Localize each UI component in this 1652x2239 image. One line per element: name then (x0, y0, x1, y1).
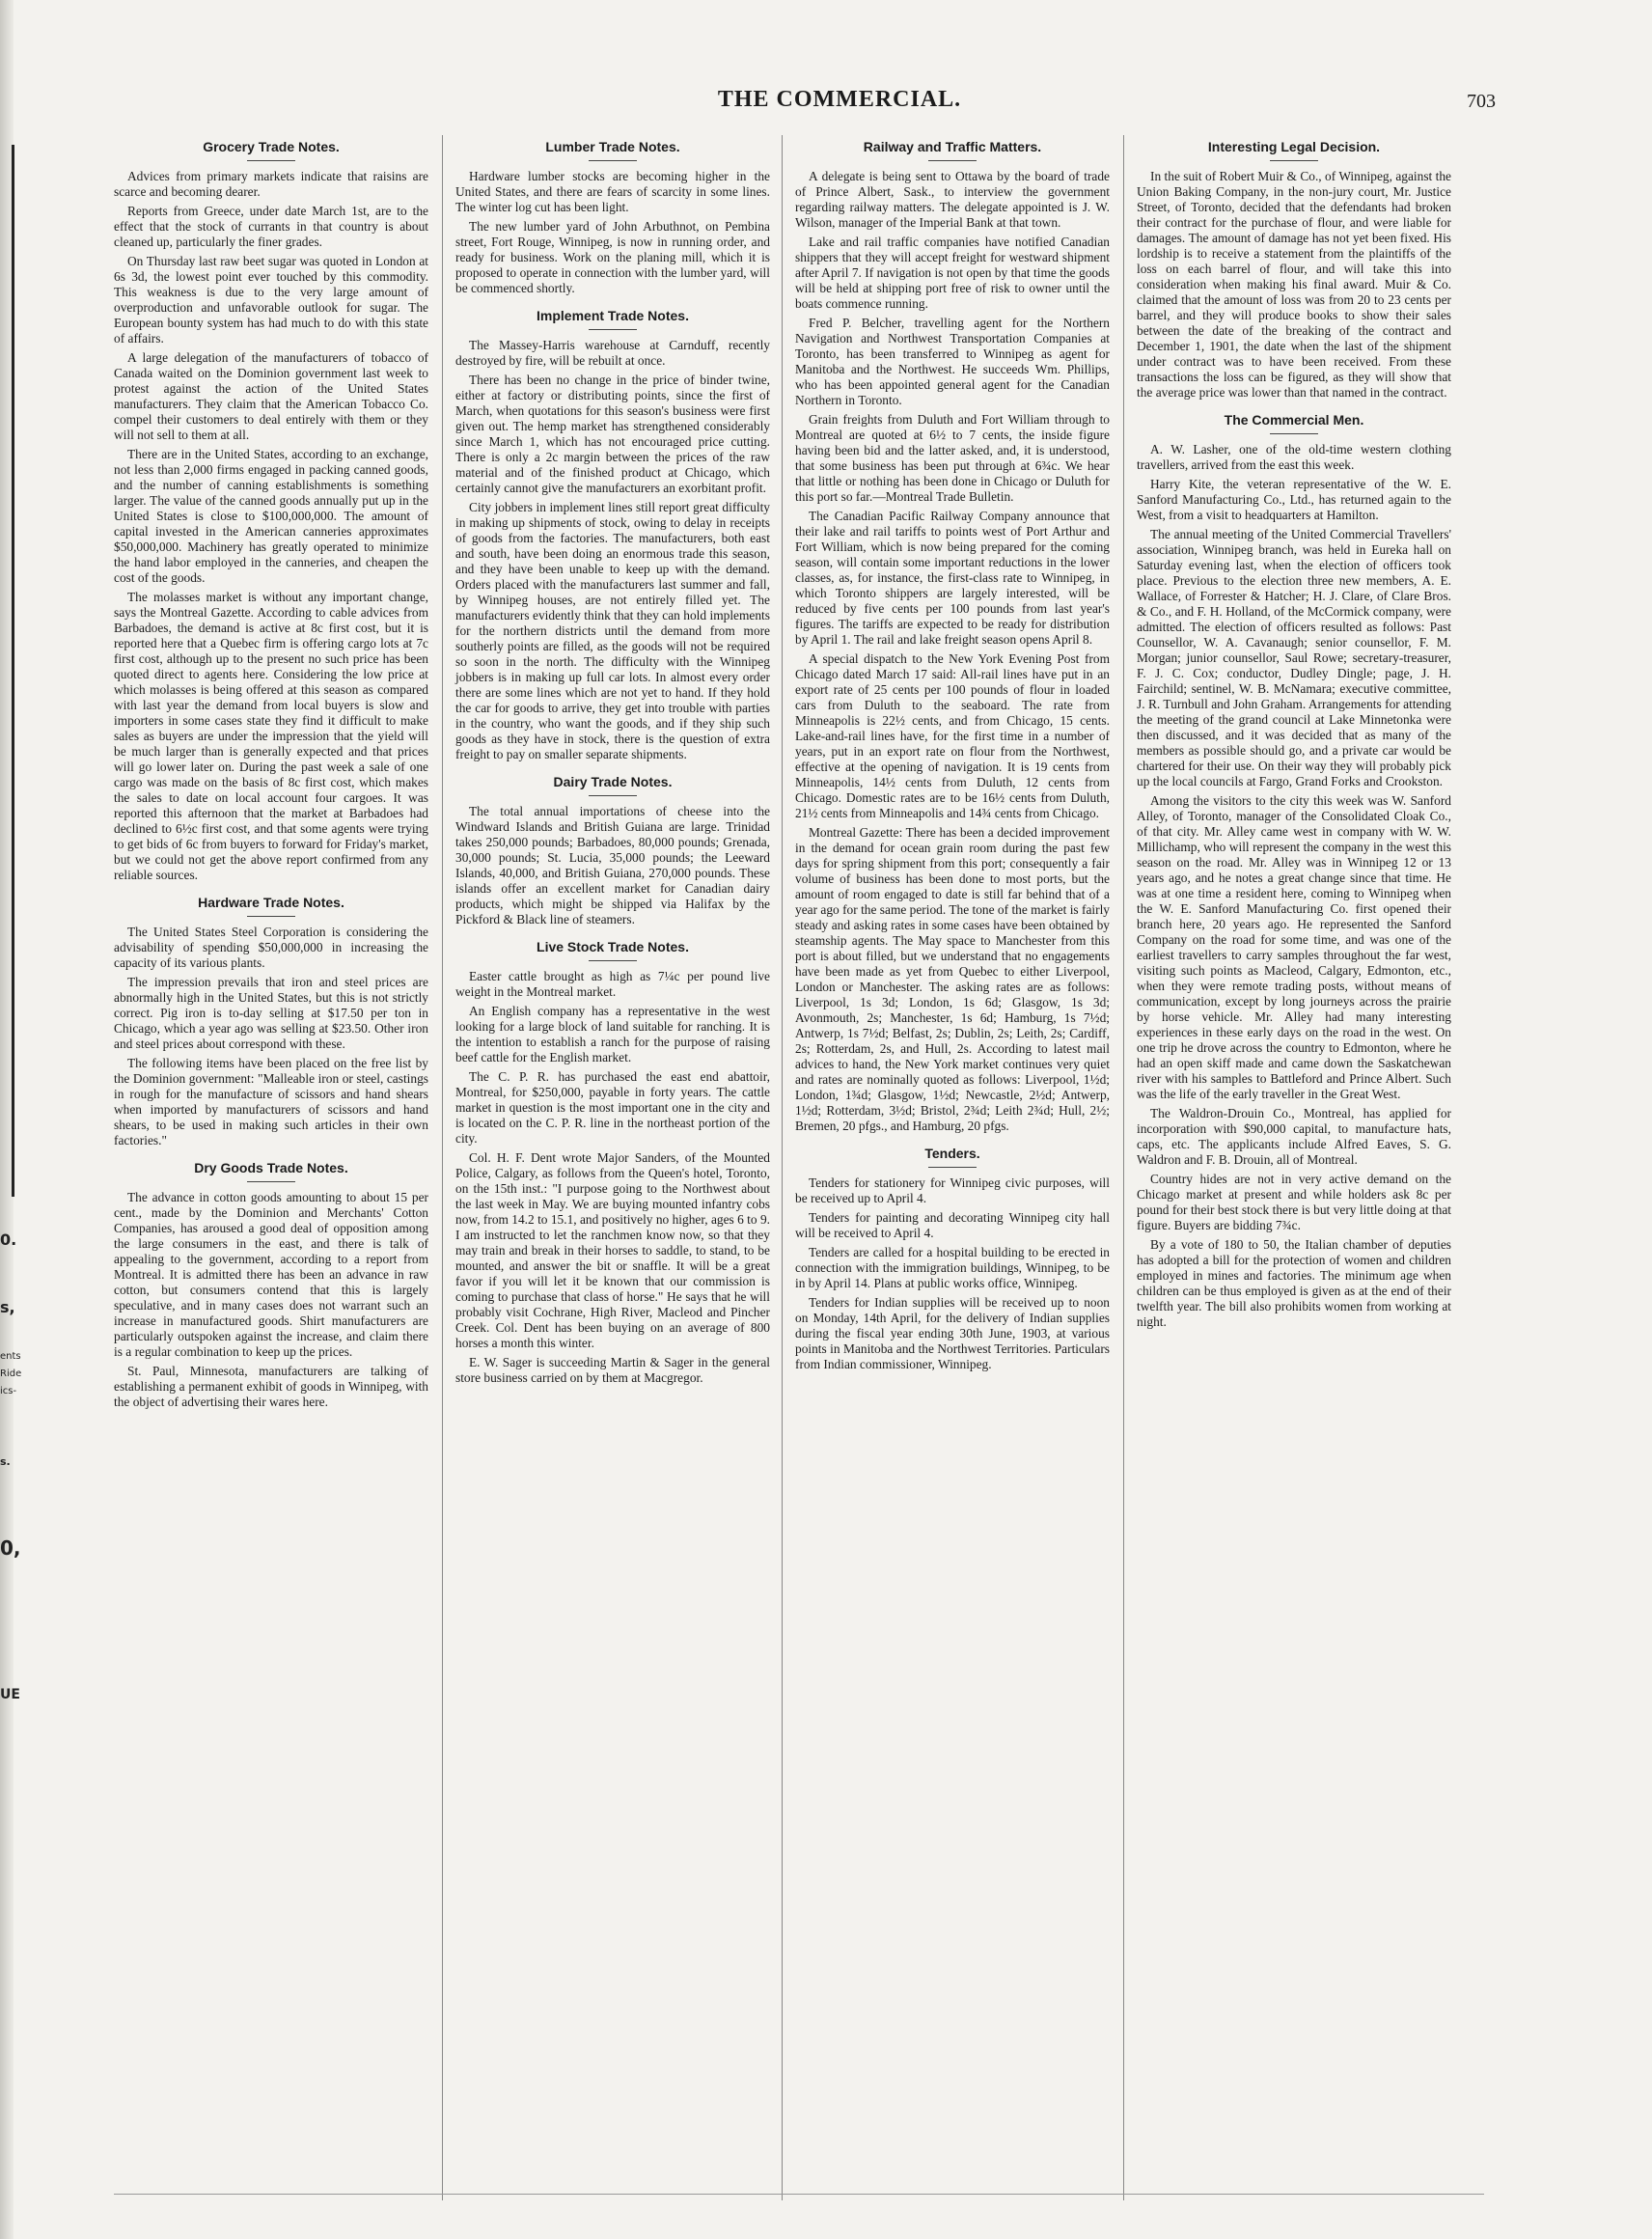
column-2 (455, 131, 770, 2206)
article (455, 774, 770, 927)
article-heading: Tenders. (795, 1146, 1110, 1168)
article-heading: Lumber Trade Notes. (455, 139, 770, 161)
article-paragraph: A. W. Lasher, one of the old-time western clothing travellers, arrived from the east this week. (1137, 442, 1451, 472)
column-divider (442, 135, 443, 2200)
margin-fragment: 0, (0, 1536, 21, 1560)
article-paragraph: Montreal Gazette: There has been a decided improvement in the demand for ocean grain room during the past few days for spring shipment from this port; consequently a fair volume of business has been done to most ports, but the amount of room engaged to date is still far behind that of a year ago for the same period. The tone of the market is fairly steady and asking rates in some cases have been obtained by steamship agents. The May space to Manchester from this port is about filled, but we understand that no engagements have been made as yet from Quebec to either Liverpool, London or Manchester. The asking rates are as follows: Liverpool, 1s 3d; London, 1s 6d; Glasgow, 1s 3d; Avonmouth, 2s; Manchester, 1s 6d; Hamburg, 1s 7½d; Antwerp, 1s 7½d; Belfast, 2s; Dublin, 2s; Leith, 2s; Cardiff, 2s; Rotterdam, 2s, and Hull, 2s. According to latest mail advices to hand, the New York market continues very quiet and rates are nominally quoted as follows: Liverpool, 1½d; London, 1¾d; Glasgow, 1½d; Newcastle, 2½d; Antwerp, 1½d; Rotterdam, 3½d; Bristol, 2¾d; Leith 2¾d; Hull, 2½; Bremen, 20 pfgs., and Hamburg, 20 pfgs. (795, 825, 1110, 1133)
article-paragraph: Grain freights from Duluth and Fort William through to Montreal are quoted at 6½ to 7 cents, the inside figure having been bid and the latter asked, and, it is understood, that some business has been put through at 6¾c. We hear that little or nothing has been done in Chicago or Duluth for this port so far.—Montreal Trade Bulletin. (795, 412, 1110, 504)
column-divider (1123, 135, 1124, 2200)
margin-fragment: ics- (0, 1386, 17, 1396)
page-number: 703 (1467, 91, 1496, 112)
article-paragraph: There are in the United States, according to an exchange, not less than 2,000 firms engaged in packing canned goods, and the number of canning establishments is something larger. The value of the canned goods annually put up in the United States is close to $100,000,000. The amount of capital invested in the American canneries approximates $50,000,000. Machinery has greatly operated to minimize the hand labor employed in the canneries, and cheapen the cost of the goods. (114, 447, 428, 585)
margin-fragment: ents (0, 1351, 21, 1362)
article-heading: Dairy Trade Notes. (455, 774, 770, 796)
article-paragraph: By a vote of 180 to 50, the Italian chamber of deputies has adopted a bill for the protection of women and children employed in mines and factories. The minimum age when children can be thus employed is given as at the end of their twelfth year. The bill also prohibits women from working at night. (1137, 1237, 1451, 1329)
article-paragraph: The advance in cotton goods amounting to about 15 per cent., made by the Dominion and Merchants' Cotton Companies, has aroused a good deal of opposition among the large consumers in the east, and there is talk of appealing to the government, according to a report from Montreal. It is admitted there has been an advance in raw cotton, but consumers contend that this is largely speculative, and in many cases does not warrant such an increase in manufactured goods. Shirt manufacturers are particularly outspoken against the increase, and claim there is a regular combination to keep up the prices. (114, 1190, 428, 1359)
article-paragraph: The total annual importations of cheese into the Windward Islands and British Guiana are large. Trinidad takes 250,000 pounds; Barbadoes, 80,000 pounds; Grenada, 30,000 pounds; St. Lucia, 35,000 pounds; the Leeward Islands, 40,000, and British Guiana, 270,000 pounds. These islands offer an excellent market for Canadian dairy products, which might be shipped via Halifax by the Pickford & Black line of steamers. (455, 804, 770, 926)
margin-fragment: s. (0, 1455, 11, 1468)
adjacent-page-rule (12, 145, 14, 1197)
article (455, 939, 770, 1386)
article-paragraph: City jobbers in implement lines still report great difficulty in making up shipments of stock, owing to delay in receipts of goods from the factories. The manufacturers, both east and south, have been doing an enormous trade this season, and they have been unable to keep up with the demand. Orders placed with the manufacturers last summer and fall, by Winnipeg houses, are not entirely filled yet. The manufacturers evidently think that they can hold implements for the northern districts until the demand from more southerly points are filled, as the goods will not be required so soon in the north. The difficulty with the Winnipeg jobbers is in making up full car lots. In almost every order there are some lines which are not yet to hand. If they hold the car for goods to arrive, they get into trouble with parties in the country, who want the goods, and if they ship such goods as they have in stock, there is the question of extra freight to pay on smaller separate shipments. (455, 500, 770, 761)
article-paragraph: E. W. Sager is succeeding Martin & Sager in the general store business carried on by them at Macgregor. (455, 1355, 770, 1385)
margin-fragment: s, (0, 1298, 15, 1316)
article-heading: Dry Goods Trade Notes. (114, 1160, 428, 1182)
article-paragraph: Among the visitors to the city this week was W. Sanford Alley, of Toronto, manager of the Consolidated Cloak Co., of that city. Mr. Alley came west in company with W. W. Millichamp, who will represent the company in the west this season on the road. Mr. Alley was in Winnipeg 12 or 13 years ago, and he notes a great change since that time. He was at one time a resident here, coming to Winnipeg when the W. E. Sanford Manufacturing Co. first opened their branch here, 20 years ago. He represented the Sanford Company on the road for some time, and was one of the earliest travellers to carry samples throughout the far west, visiting such points as Macleod, Calgary, Edmonton, etc., when they were remote trading posts, without means of communication, except by long journeys across the prairie by horse vehicle. Mr. Alley had many interesting experiences in these early days on the road in the west. On one trip he drove across the country to Edmonton, where he had an open skiff made and came down the Saskatchewan river with his samples to Battleford and Prince Albert. Such was the life of the early traveller in the Great West. (1137, 793, 1451, 1101)
article-paragraph: The impression prevails that iron and steel prices are abnormally high in the United States, but this is not strictly correct. Pig iron is to-day selling at $17.50 per ton in Chicago, which a year ago was selling at $23.50. Other iron and steel prices about correspond with these. (114, 975, 428, 1051)
article (114, 1160, 428, 1410)
article-paragraph: A large delegation of the manufacturers of tobacco of Canada waited on the Dominion government last week to protest against the action of the United States manufacturers. They claim that the American Tobacco Co. compel their customers to deal entirely with them or they will not sell to them at all. (114, 350, 428, 442)
article-paragraph: The following items have been placed on the free list by the Dominion government: "Malleable iron or steel, castings in rough for the manufacture of scissors and hand shears when imported by manufacturers of scissors and hand shears, to be used in making such articles in their own factories." (114, 1056, 428, 1147)
article-paragraph: Advices from primary markets indicate that raisins are scarce and becoming dearer. (114, 169, 428, 199)
article-paragraph: On Thursday last raw beet sugar was quoted in London at 6s 3d, the lowest point ever touched by this commodity. This weakness is due to the very large amount of overproduction and unfavorable outlook for sugar. The European bounty system has had much to do with this state of affairs. (114, 254, 428, 346)
article-paragraph: A special dispatch to the New York Evening Post from Chicago dated March 17 said: All-rail lines have put in an export rate of 25 cents per 100 pounds of flour in loaded cars from Duluth to the seaboard. The rate from Minneapolis is 22½ cents, and from Chicago, 15 cents. Lake-and-rail lines have, for the first time in a number of years, put in an export rate on flour from the Northwest, effective at the opening of navigation. It is 19 cents from Minneapolis, 14½ cents from Duluth, 12 cents from Chicago. Domestic rates are to be 16½ cents from Duluth, 21½ cents from Minneapolis and 14¾ cents from Chicago. (795, 651, 1110, 820)
article-heading: Hardware Trade Notes. (114, 895, 428, 917)
article-paragraph: St. Paul, Minnesota, manufacturers are talking of establishing a permanent exhibit of goods in Winnipeg, with the object of advertising their wares here. (114, 1364, 428, 1409)
article (114, 895, 428, 1148)
article-paragraph: The C. P. R. has purchased the east end abattoir, Montreal, for $250,000, payable in forty years. The cattle market in question is the most important one in the city and is located on the C. P. R. line in the northeast portion of the city. (455, 1069, 770, 1146)
article-paragraph: Tenders for stationery for Winnipeg civic purposes, will be received up to April 4. (795, 1175, 1110, 1205)
article-paragraph: Tenders for painting and decorating Winnipeg city hall will be received to April 4. (795, 1210, 1110, 1240)
article-paragraph: Tenders are called for a hospital building to be erected in connection with the immigration buildings, Winnipeg, to be in by April 14. Plans at public works office, Winnipeg. (795, 1245, 1110, 1290)
article-paragraph: Col. H. F. Dent wrote Major Sanders, of the Mounted Police, Calgary, as follows from the Queen's hotel, Toronto, on the 15th inst.: "I purpose going to the Northwest about the last week in May. We are buying mounted infantry cobs now, from 14.2 to 15.1, and positively no higher, ages 6 to 9. I am instructed to let the ranchmen know now, so that they may train and break in their horses to saddle, to stand, to be mounted, and answer the bit or snaffle. It will be a great favor if you will let it be known that our commission is coming to purchase that class of horse." He says that he will probably visit Cochrane, High River, Macleod and Pincher Creek. Col. Dent has been buying on an average of 800 horses a month this winter. (455, 1150, 770, 1350)
article-heading: Interesting Legal Decision. (1137, 139, 1451, 161)
column-4 (1137, 131, 1451, 2206)
margin-fragment: 0. (0, 1230, 17, 1249)
article-paragraph: Lake and rail traffic companies have notified Canadian shippers that they will accept freight for westward shipment after April 7. If navigation is not open by that time the goods will be held at shipping port free of risk to owner until the boats commence running. (795, 235, 1110, 311)
article-paragraph: The United States Steel Corporation is considering the advisability of spending $50,000,000 in increasing the capacity of its various plants. (114, 925, 428, 970)
newspaper-columns (114, 131, 1484, 2206)
article-paragraph: In the suit of Robert Muir & Co., of Winnipeg, against the Union Baking Company, in the non-jury court, Mr. Justice Street, of Toronto, decided that the defendants had broken their contract for the purchase of flour, and were liable for damages. The amount of damage has not yet been fixed. His lordship is to receive a statement from the plaintiffs of the loss on each barrel of flour, and will take this into consideration when making his final award. Muir & Co. claimed that the amount of loss was from 20 to 23 cents per barrel, and they will produce books to show their sales between the date of the breaking of the contract and December 1, 1901, the date when the last of the shipment under contract was to have been received. From these transactions the loss can be figured, as they will show that the average price was lower than that named in the contract. (1137, 169, 1451, 400)
article (795, 1146, 1110, 1372)
article-heading: The Commercial Men. (1137, 412, 1451, 434)
article-paragraph: Tenders for Indian supplies will be received up to noon on Monday, 14th April, for the delivery of Indian supplies during the fiscal year ending 30th June, 1903, at various points in Manitoba and the Northwest Territories. Particulars from Indian commissioner, Winnipeg. (795, 1295, 1110, 1371)
bottom-rule (114, 2194, 1484, 2195)
margin-fragment: Ride (0, 1368, 22, 1379)
article-paragraph: The Massey-Harris warehouse at Carnduff, recently destroyed by fire, will be rebuilt at once. (455, 338, 770, 368)
column-3 (795, 131, 1110, 2206)
page-title: THE COMMERCIAL. (717, 87, 962, 112)
article (1137, 412, 1451, 1330)
article-paragraph: Easter cattle brought as high as 7¼c per pound live weight in the Montreal market. (455, 969, 770, 999)
article-heading: Live Stock Trade Notes. (455, 939, 770, 961)
article-heading: Implement Trade Notes. (455, 308, 770, 330)
margin-fragment: UE (0, 1687, 20, 1702)
article-paragraph: Country hides are not in very active demand on the Chicago market at present and while holders ask 8c per pound for their best stock there is but very little doing at that figure. Buyers are bidding 7¾c. (1137, 1172, 1451, 1232)
column-1 (114, 131, 428, 2206)
column-divider (782, 135, 783, 2200)
article (114, 139, 428, 883)
article (455, 139, 770, 296)
article-heading: Railway and Traffic Matters. (795, 139, 1110, 161)
article-paragraph: Reports from Greece, under date March 1st, are to the effect that the stock of currants in that country is about cleaned up, particularly the finer grades. (114, 204, 428, 249)
page-header (116, 83, 1563, 122)
article-paragraph: Fred P. Belcher, travelling agent for the Northern Navigation and Northwest Transportation Companies at Toronto, has been transferred to Winnipeg as agent for Manitoba and the Northwest. He succeeds Wm. Phillips, who has been appointed general agent for the Canadian Northern in Toronto. (795, 316, 1110, 407)
article-paragraph: Harry Kite, the veteran representative of the W. E. Sanford Manufacturing Co., Ltd., has returned again to the West, from a visit to headquarters at Hamilton. (1137, 477, 1451, 522)
article-paragraph: The new lumber yard of John Arbuthnot, on Pembina street, Fort Rouge, Winnipeg, is now in running order, and ready for business. Work on the planing mill, which it is proposed to operate in connection with the lumber yard, will be commenced shortly. (455, 219, 770, 295)
article-paragraph: The molasses market is without any important change, says the Montreal Gazette. According to cable advices from Barbadoes, the demand is active at 8c first cost, but it is reported here that a Quebec firm is offering cargo lots at 7c first cost, although up to the present no such price has been quoted direct to agents here. Considering the low price at which molasses is being offered at this season as compared with last year the demand from local buyers is slow and importers in some cases state they find it difficult to make sales as buyers are under the impression that the yield will be much larger than is generally expected and that prices will go lower later on. During the past week a sale of one cargo was made on the basis of 8c first cost, which makes the sales to date on local account four cargoes. It was reported this afternoon that the market at Barbadoes had declined to 6½c first cost, and that some agents were trying to get bids of 6c from buyers to forward for Friday's market, but we could not get the above report confirmed from any reliable sources. (114, 590, 428, 882)
article (455, 308, 770, 762)
article-paragraph: The Canadian Pacific Railway Company announce that their lake and rail tariffs to points west of Port Arthur and Fort William, which is now being prepared for the coming season, will contain some important reductions in the lower classes, as, for instance, the first-class rate to Winnipeg, in which Toronto shippers are largely interested, will be reduced by five cents per 100 pounds from last year's figures. The tariffs are expected to be ready for distribution by April 1. The rail and lake freight season opens April 8. (795, 509, 1110, 647)
article (795, 139, 1110, 1134)
article-paragraph: The annual meeting of the United Commercial Travellers' association, Winnipeg branch, was held in Eureka hall on Saturday evening last, when the election of officers took place. Previous to the election three new members, A. E. Wallace, of Forrester & Hatcher; H. J. Clare, of Clare Bros. & Co., and F. H. Holland, of the McCormick company, were admitted. The election of officers resulted as follows: Past Counsellor, W. A. Cavanaugh; senior counsellor, F. M. Morgan; junior counsellor, Saul Rowe; secretary-treasurer, F. J. C. Cox; conductor, Dudley Dingle; page, J. H. Fairchild; sentinel, W. B. McNamara; executive committee, J. R. Turnbull and John Graham. Arrangements for attending the meeting of the grand council at Lake Minnetonka were then discussed, and it was decided that as many of the members as possible should go, and a private car would be chartered for their use. On their way they will probably pick up the local councils at Fargo, Grand Forks and Crookston. (1137, 527, 1451, 788)
article-heading: Grocery Trade Notes. (114, 139, 428, 161)
article-paragraph: The Waldron-Drouin Co., Montreal, has applied for incorporation with $90,000 capital, to manufacture hats, caps, etc. The applicants include Alfred Eaves, S. G. Waldron and F. B. Drouin, all of Montreal. (1137, 1106, 1451, 1167)
article-paragraph: There has been no change in the price of binder twine, either at factory or distributing points, since the first of March, when quotations for this season's business were first given out. The hemp market has strengthened considerably since March 1, which has not encouraged price cutting. There is only a 2c margin between the prices of the raw material and of the finished product at Chicago, which certainly cannot give the manufacturers an exorbitant profit. (455, 373, 770, 495)
article-paragraph: Hardware lumber stocks are becoming higher in the United States, and there are fears of scarcity in some lines. The winter log cut has been light. (455, 169, 770, 214)
article-paragraph: An English company has a representative in the west looking for a large block of land suitable for ranching. It is the intention to establish a ranch for the purpose of raising beef cattle for the English market. (455, 1004, 770, 1064)
article-paragraph: A delegate is being sent to Ottawa by the board of trade of Prince Albert, Sask., to interview the government regarding railway matters. The delegate appointed is J. W. Wilson, manager of the Imperial Bank at that town. (795, 169, 1110, 230)
article (1137, 139, 1451, 401)
